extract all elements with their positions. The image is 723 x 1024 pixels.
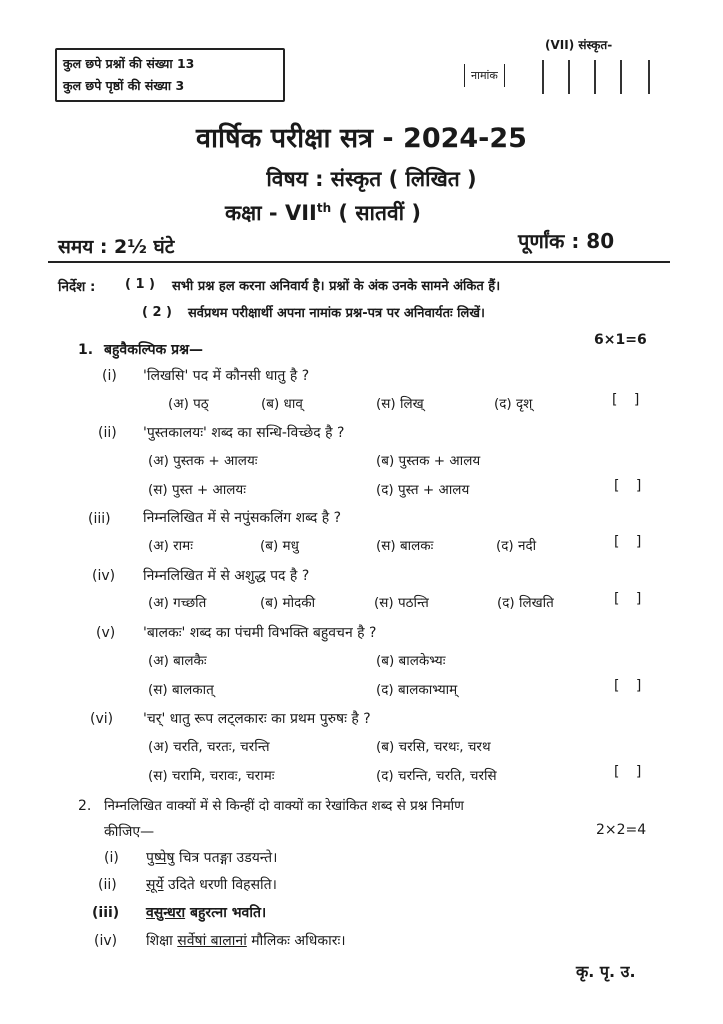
option: (ब) धाव् xyxy=(261,396,303,412)
total-questions: कुल छपे प्रश्नों की संख्या 13 xyxy=(63,56,195,71)
sub-number: (ii) xyxy=(98,425,117,441)
option: (द) पुस्त + आलय xyxy=(376,482,470,498)
option: (द) लिखति xyxy=(497,595,554,611)
q1-number: 1. xyxy=(78,342,94,358)
roll-cell-divider xyxy=(620,60,622,94)
answer-bracket[interactable]: [ ] xyxy=(614,534,648,550)
answer-bracket[interactable]: [ ] xyxy=(614,478,648,494)
option: (ब) चरसि, चरथः, चरथ xyxy=(376,739,491,755)
please-turn-over: कृ. पृ. उ. xyxy=(576,962,636,981)
class-title xyxy=(225,199,421,227)
class-prefix: कक्षा - VII xyxy=(225,201,317,225)
sub-number: (vi) xyxy=(90,711,114,727)
roll-cell-divider xyxy=(568,60,570,94)
instructions-label: निर्देश : xyxy=(58,279,96,295)
sentence-rest: मौलिकः अधिकारः। xyxy=(246,933,346,949)
sub-number: (iii) xyxy=(88,511,111,527)
instruction-num: ( 2 ) xyxy=(142,305,172,320)
option: (अ) पठ् xyxy=(168,396,209,412)
sentence-pre: शिक्षा xyxy=(146,933,178,949)
option: (द) नदी xyxy=(496,538,537,554)
question-count-box xyxy=(55,48,285,102)
option: (स) पठन्ति xyxy=(374,595,429,611)
total-pages: कुल छपे पृष्ठों की संख्या 3 xyxy=(63,78,185,93)
q2-number: 2. xyxy=(78,798,92,814)
sentence xyxy=(146,848,277,867)
sub-number: (v) xyxy=(96,625,116,641)
answer-bracket[interactable]: [ ] xyxy=(614,591,648,607)
option: (अ) बालकैः xyxy=(148,653,207,669)
option: (द) दृश् xyxy=(494,396,533,412)
option: (स) लिख् xyxy=(376,396,424,412)
q2-marks: 2×2=4 xyxy=(596,822,647,838)
q2-text-line1: निम्नलिखित वाक्यों में से किन्हीं दो वाक्यों का रेखांकित शब्द से प्रश्न निर्माण xyxy=(104,798,464,814)
option: (ब) मधु xyxy=(260,538,299,554)
option: (स) बालकात् xyxy=(148,682,214,698)
sentence xyxy=(146,903,266,922)
option: (अ) चरति, चरतः, चरन्ति xyxy=(148,739,270,755)
roll-cell-divider xyxy=(648,60,650,94)
underlined-word: सूर्ये xyxy=(146,877,164,893)
option: (अ) गच्छति xyxy=(148,595,207,611)
option: (स) बालकः xyxy=(376,538,434,554)
sentence-rest: उदिते धरणी विहसति। xyxy=(163,877,277,893)
option: (अ) पुस्तक + आलयः xyxy=(148,453,258,469)
answer-bracket[interactable]: [ ] xyxy=(612,392,646,408)
sub-question: 'पुस्तकालयः' शब्द का सन्धि-विच्छेद है ? xyxy=(143,425,345,441)
sentence-rest: बहुरत्ना भवति। xyxy=(185,905,267,921)
option: (ब) पुस्तक + आलय xyxy=(376,453,481,469)
option: (द) बालकाभ्याम् xyxy=(376,682,458,698)
instruction-text: सभी प्रश्न हल करना अनिवार्य है। प्रश्नों के अंक उनके सामने अंकित हैं। xyxy=(172,279,501,294)
sub-number: (i) xyxy=(104,850,119,866)
class-suffix: ( सातवीं ) xyxy=(331,201,421,225)
subject-title: विषय : संस्कृत ( लिखित ) xyxy=(266,167,477,191)
underlined-word: पुष्पेषु xyxy=(146,850,175,866)
sub-number: (iv) xyxy=(92,568,116,584)
sub-number: (i) xyxy=(102,368,117,384)
sentence-rest: चित्र पतङ्गा उडयन्ते। xyxy=(174,850,278,866)
option: (स) चरामि, चरावः, चरामः xyxy=(148,768,275,784)
sub-number: (iii) xyxy=(92,905,120,921)
sub-number: (iv) xyxy=(94,933,118,949)
option: (स) पुस्त + आलयः xyxy=(148,482,246,498)
sub-question: निम्नलिखित में से नपुंसकलिंग शब्द है ? xyxy=(143,510,342,526)
sentence xyxy=(146,875,277,894)
answer-bracket[interactable]: [ ] xyxy=(614,678,648,694)
instruction-text: सर्वप्रथम परीक्षार्थी अपना नामांक प्रश्न-पत्र पर अनिवार्यतः लिखें। xyxy=(188,306,485,321)
option: (द) चरन्ति, चरति, चरसि xyxy=(376,768,497,784)
sub-question: निम्नलिखित में से अशुद्ध पद है ? xyxy=(143,568,310,584)
roll-cell-divider xyxy=(594,60,596,94)
q2-text-line2: कीजिए— xyxy=(104,824,155,840)
exam-title: वार्षिक परीक्षा सत्र - 2024-25 xyxy=(196,123,527,154)
q1-title: बहुवैकल्पिक प्रश्न— xyxy=(104,342,204,358)
option: (ब) मोदकी xyxy=(260,595,316,611)
option: (अ) रामः xyxy=(148,538,193,554)
sentence xyxy=(146,931,346,950)
sub-question: 'लिखसि' पद में कौनसी धातु है ? xyxy=(143,368,310,384)
instruction-num: ( 1 ) xyxy=(125,277,155,292)
roll-label: नामांक xyxy=(464,64,505,87)
sub-number: (ii) xyxy=(98,877,117,893)
underlined-word: वसुन्धरा xyxy=(146,905,186,921)
answer-bracket[interactable]: [ ] xyxy=(614,764,648,780)
roll-cell-divider xyxy=(542,60,544,94)
sub-question: 'बालकः' शब्द का पंचमी विभक्ति बहुवचन है ? xyxy=(143,625,377,641)
underlined-word: सर्वेषां बालानां xyxy=(177,933,247,949)
sub-question: 'चर्' धातु रूप लट्लकारः का प्रथम पुरुषः है ? xyxy=(143,711,371,727)
divider xyxy=(48,261,670,263)
roll-number-field[interactable] xyxy=(464,60,659,98)
max-marks: पूर्णांक : 80 xyxy=(518,229,615,253)
q1-marks: 6×1=6 xyxy=(594,332,647,348)
class-sup: th xyxy=(316,201,332,215)
time-allowed: समय : 2½ घंटे xyxy=(58,236,175,258)
option: (ब) बालकेभ्यः xyxy=(376,653,446,669)
class-subject-code: (VII) संस्कृत- xyxy=(545,38,613,52)
